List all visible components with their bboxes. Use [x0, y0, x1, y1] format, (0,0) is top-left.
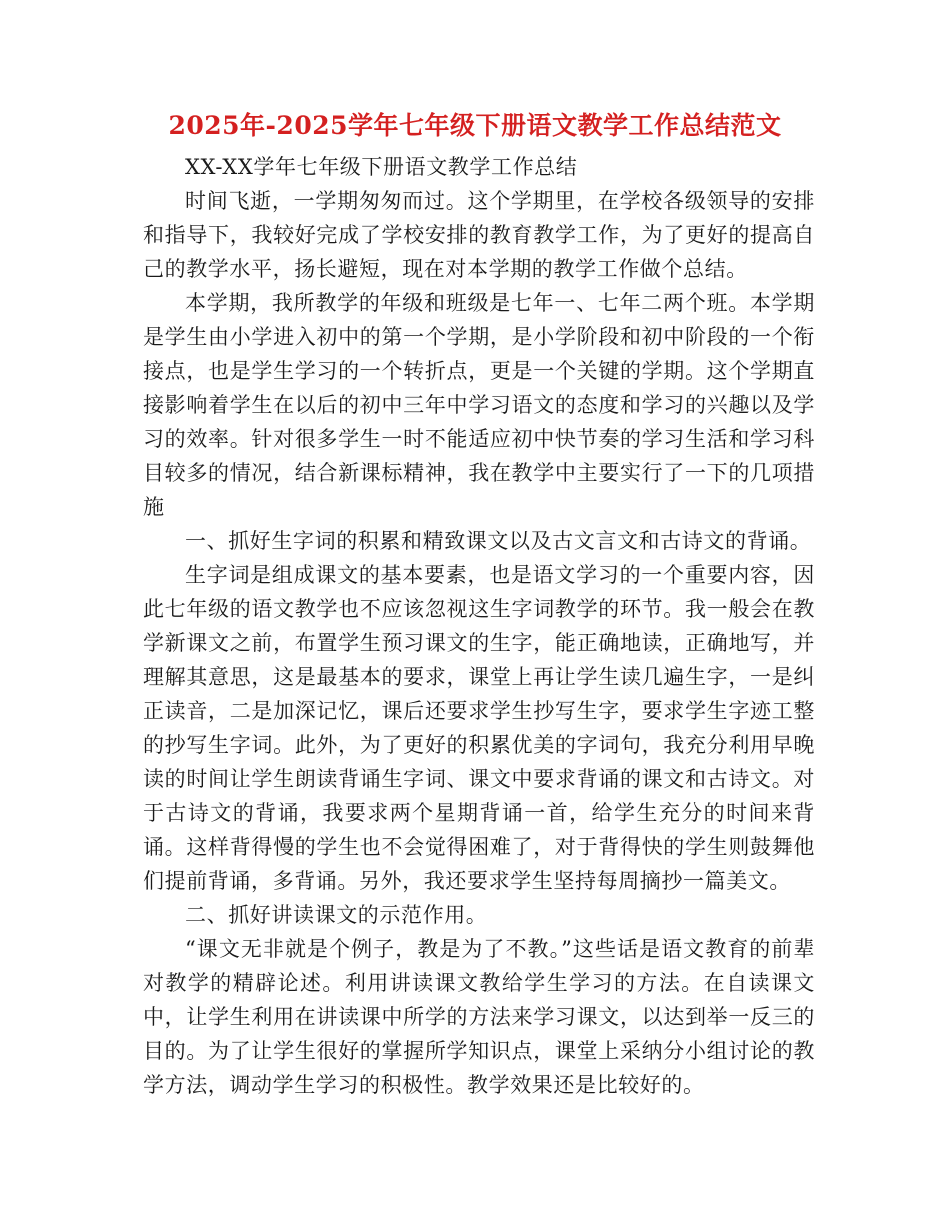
paragraph: 生字词是组成课文的基本要素，也是语文学习的一个重要内容，因此七年级的语文教学也不应该忽视这生字词教学的环节。我一般会在教学新课文之前，布置学生预习课文的生字，能正确地读，正确地写，并理解其意思，这是最基本的要求，课堂上再让学生读几遍生字，一是纠正读音，二是加深记忆，课后还要求学生抄写生字，要求学生字迹工整的抄写生字词。此外，为了更好的积累优美的字词句，我充分利用早晚读的时间让学生朗读背诵生字词、课文中要求背诵的课文和古诗文。对于古诗文的背诵，我要求两个星期背诵一首，给学生充分的时间来背诵。这样背得慢的学生也不会觉得困难了，对于背得快的学生则鼓舞他们提前背诵，多背诵。另外，我还要求学生坚持每周摘抄一篇美文。 [143, 563, 815, 893]
paragraph: 时间飞逝，一学期匆匆而过。这个学期里，在学校各级领导的安排和指导下，我较好完成了学校安排的教育教学工作，为了更好的提高自己的教学水平，扬长避短，现在对本学期的教学工作做个总结。 [143, 189, 815, 281]
document-body [143, 150, 815, 1102]
section-heading: 二、抓好讲读课文的示范作用。 [185, 903, 488, 927]
document-title: 2025年-2025学年七年级下册语文教学工作总结范文 [168, 111, 782, 140]
section-heading: 一、抓好生字词的积累和精致课文以及古文言文和古诗文的背诵。 [185, 529, 812, 553]
paragraph-subtitle: XX-XX学年七年级下册语文教学工作总结 [185, 155, 578, 179]
paragraph: 本学期，我所教学的年级和班级是七年一、七年二两个班。本学期是学生由小学进入初中的第一个学期，是小学阶段和初中阶段的一个衔接点，也是学生学习的一个转折点，更是一个关键的学期。这个学期直接影响着学生在以后的初中三年中学习语文的态度和学习的兴趣以及学习的效率。针对很多学生一时不能适应初中快节奏的学习生活和学习科目较多的情况，结合新课标精神，我在教学中主要实行了一下的几项措施 [143, 291, 815, 519]
paragraph: “课文无非就是个例子，教是为了不教。”这些话是语文教育的前辈对教学的精辟论述。利用讲读课文教给学生学习的方法。在自读课文中，让学生利用在讲读课中所学的方法来学习课文，以达到举一反三的目的。为了让学生很好的掌握所学知识点，课堂上采纳分小组讨论的教学方法，调动学生学习的积极性。教学效果还是比较好的。 [143, 937, 815, 1097]
